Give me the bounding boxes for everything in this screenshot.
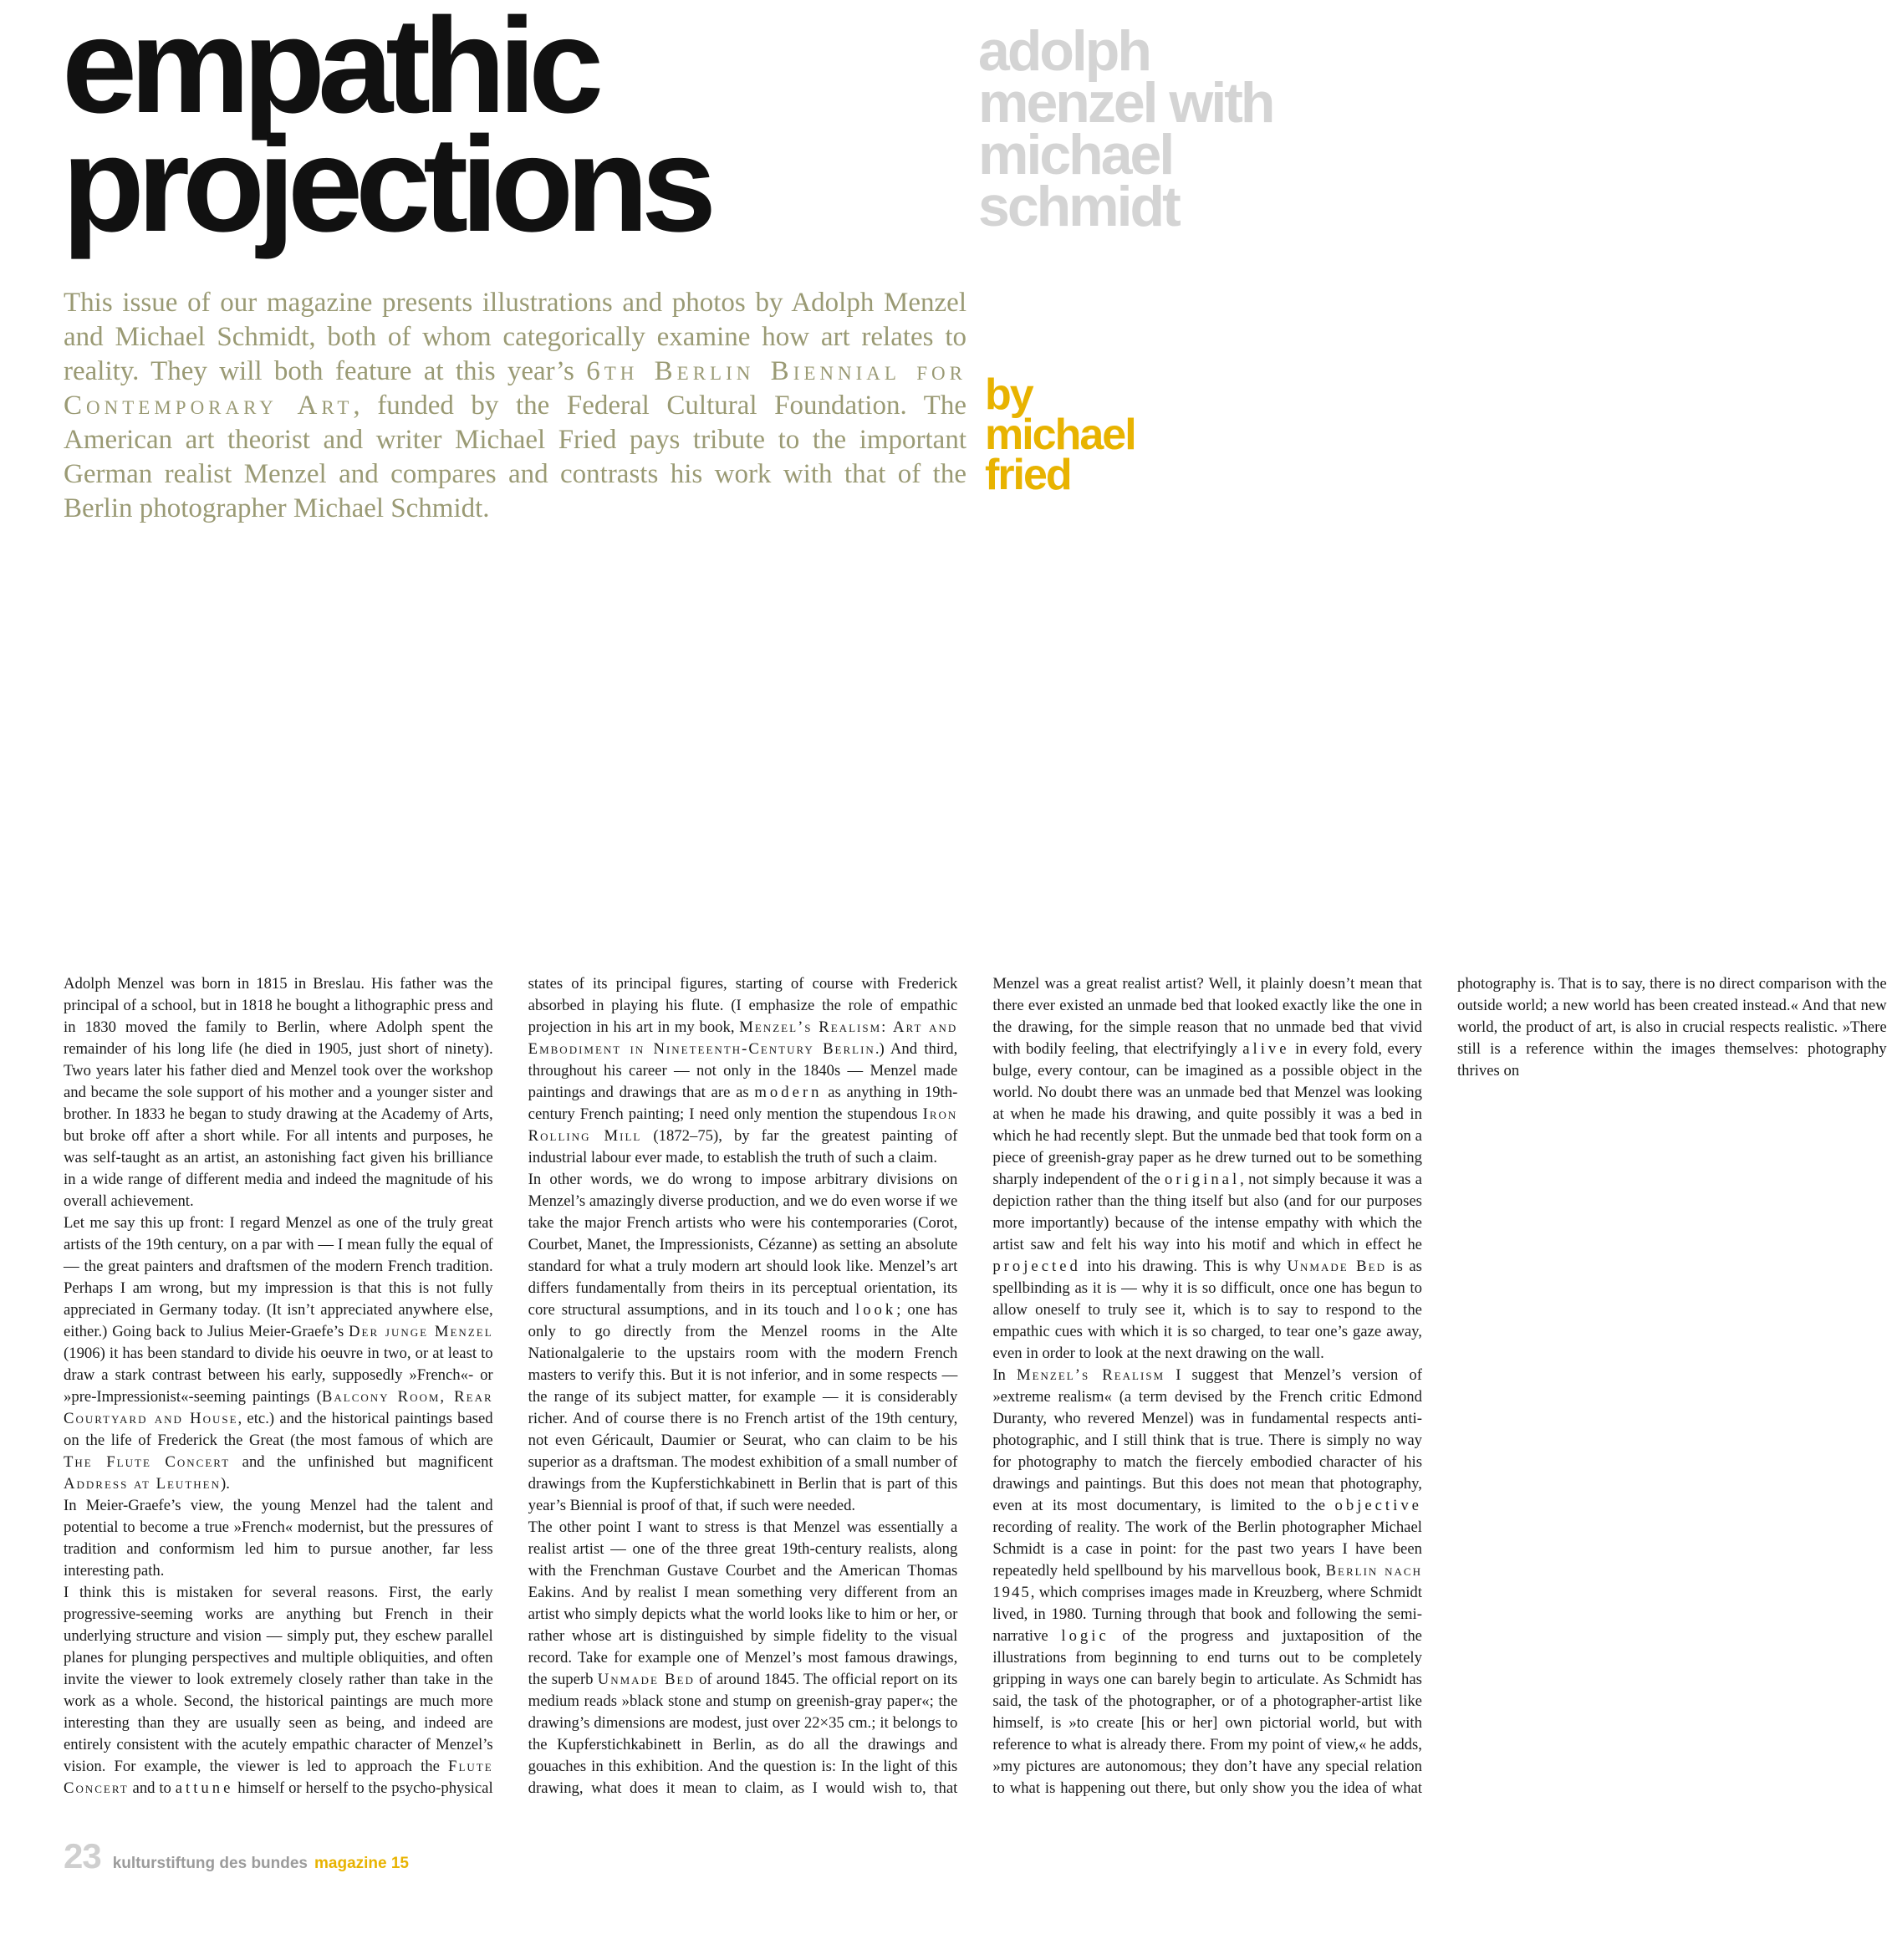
byline-line-2: michael xyxy=(985,411,1135,459)
subtitle-line-3: michael xyxy=(978,123,1173,186)
subtitle-line-4: schmidt xyxy=(978,175,1179,238)
byline-line-1: by xyxy=(985,370,1033,419)
body-paragraph-6: The other point I want to stress is that Menzel was essentially a realist artist — one of the three great 19th-century realists, along with the Frenchman Gustave Courbet and the American Thomas Eakins. And by realist I mean something very different from an artist who simply depicts what the world looks like to him or her, or rather whose art is distinguished by simple fidelity to the visual record. Take for example one of Menzel’s most famous drawings, the superb Unmade Bed of around 1845. The official report on its medium reads »black stone and stump on greenish-gray paper«; the drawing’s dimensions are modest, just over 22×35 cm.; it belongs to the Kupferstichkabinett in Berlin, as do all the drawings and gouaches in this exhibition. And the question is: In the light of this drawing, what does it mean to claim, as I would wish to, that Menzel was a great realist artist? Well, it plainly doesn’t mean that there ever existed an unmade bed that looked exactly like the one in the drawing, for the simple reason that no unmade bed that vivid with bodily feeling, that electrifyingly alive in every fold, every bulge, every contour, can be imagined as a possible object in the world. No doubt there was an unmade bed that Menzel was looking at when he made his drawing, and quite possibly it was a bed in which he had recently slept. But the unmade bed that took form on a piece of greenish-gray paper as he drew turned out to be something sharply independent of the original, not simply because it was a depiction rather than the thing itself but also (and for our purposes more importantly) because of the intense empathy with which the artist saw and felt his way into his motif and which in effect he projected into his drawing. This is why Unmade Bed is as spellbinding as it is — why it is so difficult, once one has begun to allow oneself to truly see it, which is to say to respond to the empathic cues with which it is so charged, to tear one’s gaze away, even in order to look at the next drawing on the wall. xyxy=(528,975,1422,1797)
byline-line-3: fried xyxy=(985,451,1071,499)
subtitle-line-1: adolph xyxy=(978,19,1150,83)
magazine-issue: magazine 15 xyxy=(314,1855,409,1872)
body-paragraph-1: Adolph Menzel was born in 1815 in Breslau. His father was the principal of a school, but in 1818 he bought a lithographic press and in 1830 moved the family to Berlin, where Adolph spent the remainder of his long life (he died in 1905, just short of ninety). Two years later his father died and Menzel took over the workshop and became the sole support of his mother and a younger sister and brother. In 1833 he began to study drawing at the Academy of Arts, but broke off after a short while. For all intents and purposes, he was self-taught as an artist, an astonishing fact given his brilliance in a wide range of different media and indeed the magnitude of his overall achievement. xyxy=(64,975,493,1210)
author-byline xyxy=(985,370,1236,499)
subtitle-line-2: menzel with xyxy=(978,71,1273,135)
title-line-1: empathic xyxy=(62,0,597,141)
body-paragraph-2: Let me say this up front: I regard Menzel as one of the truly great artists of the 19th century, on a par with — I mean fully the equal of — the great painters and draftsmen of the modern French tradition. Perhaps I am wrong, but my impression is that this is not fully appreciated in Germany today. (It isn’t appreciated anywhere else, either.) Going back to Julius Meier-Graefe’s Der junge Menzel (1906) it has been standard to divide his oeuvre in two, or at least to draw a stark contrast between his early, supposedly »French«- or »pre-Impressionist«-seeming paintings (Balcony Room, Rear Courtyard and House, etc.) and the historical paintings based on the life of Frederick the Great (the most famous of which are The Flute Concert and the unfinished but magnificent Address at Leuthen). xyxy=(64,1214,493,1493)
page-number: 23 xyxy=(64,1836,101,1876)
article-subtitle xyxy=(978,19,1329,238)
lead-event-name: 6th Berlin Biennial for Contemporary Art xyxy=(64,356,966,421)
body-paragraph-7: In Menzel’s Realism I suggest that Menzel’s version of »extreme realism« (a term devised by the French critic Edmond Duranty, who revered Menzel) was in fundamental respects anti-photographic, and I still think that is true. There is simply no way for photography to match the fiercely embodied character of his drawings and paintings. But this does not mean that photography, even at its most documentary, is limited to the objective recording of reality. The work of the Berlin photographer Michael Schmidt is a case in point: for the past two years I have been repeatedly held spellbound by his marvellous book, Berlin nach 1945, which comprises images made in Kreuzberg, where Schmidt lived, in 1980. Turning through that book and following the semi-narrative logic of the progress and juxtaposition of the illustrations from beginning to end turns out to be completely gripping in ways one can barely begin to articulate. As Schmidt has said, the task of the photographer, or of a photographer-artist like himself, is »to create [his or her] own pictorial world, but with reference to what is already there. From my point of view,« he adds, »my pictures are autonomous; they don’t have any special relation to what is happening out there, but only show you the idea of what photography is. That is to say, there is no direct comparison with the outside world; a new world has been created instead.« And that new world, the product of art, is also in crucial respects realistic. »There still is a reference within the images themselves: photography thrives on xyxy=(992,975,1887,1797)
article-body xyxy=(64,973,1887,1818)
lead-paragraph: This issue of our magazine presents illustrations and photos by Adolph Menzel and Michael Schmidt, both of whom categorically examine how art relates to reality. They will both feature at this year’s 6th Berlin Biennial for Contemporary Art, funded by the Federal Cultural Foundation. The American art theorist and writer Michael Fried pays tribute to the important German realist Menzel and compares and contrasts his work with that of the Berlin photographer Michael Schmidt. xyxy=(64,288,966,523)
article-title xyxy=(62,0,965,260)
title-line-2: projections xyxy=(62,109,710,260)
body-paragraph-4: I think this is mistaken for several reasons. First, the early progressive-seeming works are anything but French in their underlying structure and vision — simply put, they eschew parallel planes for plunging perspectives and multiple obliquities, and often invite the viewer to look extremely closely rather than take in the work as a whole. Second, the historical paintings are much more interesting than they are usually seen as being, and indeed are entirely consistent with the acutely empathic character of Menzel’s vision. For example, the viewer is led to approach the Flute Concert and to attune himself or herself to the psycho-physical states of its principal figures, starting of course with Frederick absorbed in playing his flute. (I emphasize the role of empathic projection in his art in my book, Menzel’s Realism: Art and Embodiment in Nineteenth-Century Berlin.) And third, throughout his career — not only in the 1840s — Menzel made paintings and drawings that are as modern as anything in 19th-century French painting; I need only mention the stupendous Iron Rolling Mill (1872–75), by far the greatest painting of industrial labour ever made, to establish the truth of such a claim. xyxy=(64,975,958,1797)
body-paragraph-5: In other words, we do wrong to impose arbitrary divisions on Menzel’s amazingly diverse production, and we do even worse if we take the major French artists who were his contemporaries (Corot, Courbet, Manet, the Impressionists, Cézanne) as setting an absolute standard for what a truly modern art should look like. Menzel’s art differs fundamentally from theirs in its perceptual orientation, its core structural assumptions, and in its touch and look; one has only to go directly from the Menzel rooms in the Alte Nationalgalerie to the upstairs room with the modern French masters to verify this. But it is not inferior, and in some respects — the range of its subject matter, for example — it is considerably richer. And of course there is no French artist of the 19th century, not even Géricault, Daumier or Seurat, who can claim to be his superior as a draftsman. The modest exhibition of a small number of drawings from the Kupferstichkabinett in Berlin that is part of this year’s Biennial is proof of that, if such were needed. xyxy=(528,1171,958,1514)
body-paragraph-3: In Meier-Graefe’s view, the young Menzel had the talent and potential to become a true »French« modernist, but the pressures of tradition and conformism led him to pursue another, far less interesting path. xyxy=(64,1497,493,1580)
page-footer xyxy=(64,1836,409,1878)
publisher-name: kulturstiftung des bundes xyxy=(112,1855,308,1872)
